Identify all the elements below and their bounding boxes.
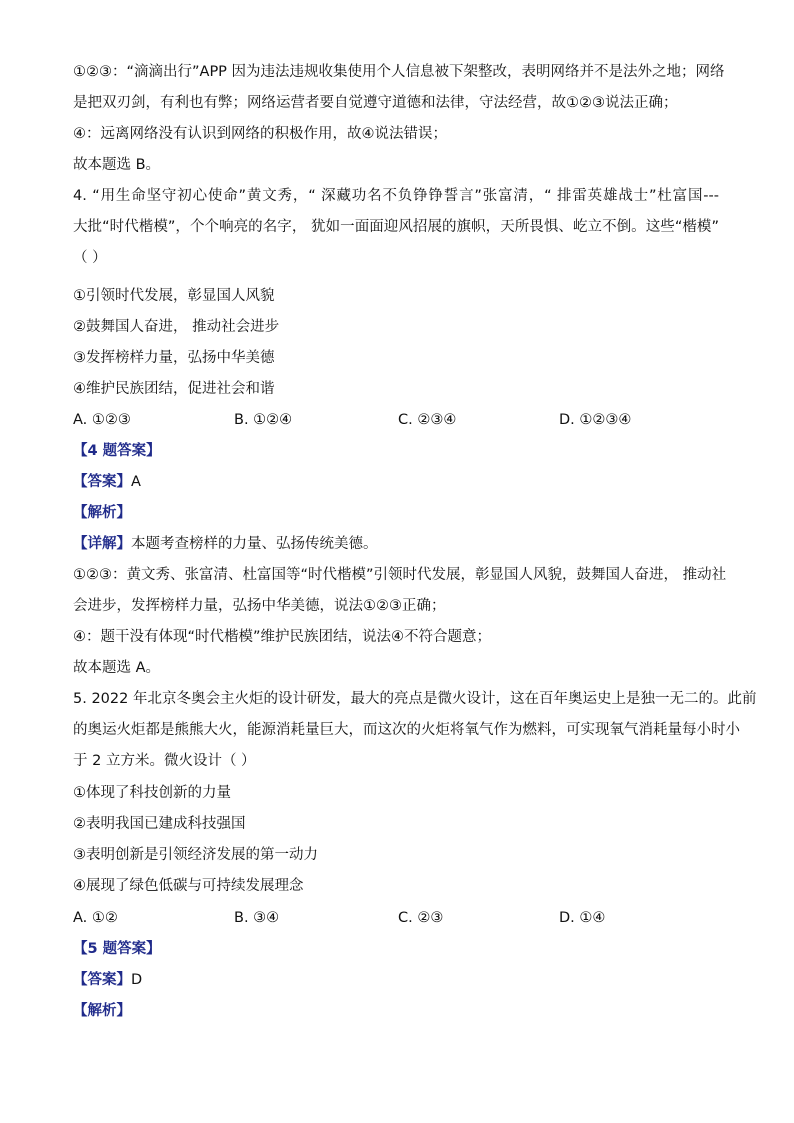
question-4-stem: 大批“时代楷模”，个个响亮的名字， 犹如一面面迎风招展的旗帜，天所畏惧、屹立不倒。这些“楷模” <box>73 219 719 235</box>
answer-section-header: 【4 题答案】 <box>73 443 161 459</box>
question-5-statement: ③表明创新是引领经济发展的第一动力 <box>73 847 318 863</box>
question-4-statement: ④维护民族团结，促进社会和谐 <box>73 381 275 397</box>
question-4-statement: ③发挥榜样力量，弘扬中华美德 <box>73 350 275 366</box>
detail-tag: 【详解】 <box>73 536 131 552</box>
detail-text: 本题考查榜样的力量、弘扬传统美德。 <box>131 536 378 552</box>
explanation-line: 会进步，发挥榜样力量，弘扬中华美德，说法①②③正确； <box>73 598 446 614</box>
answer-line <box>73 970 142 990</box>
question-5-option-c: C. ②③ <box>398 910 444 926</box>
explanation-line: ④：题干没有体现“时代楷模”维护民族团结，说法④不符合题意； <box>73 629 492 645</box>
analysis-tag: 【解析】 <box>73 1003 131 1019</box>
question-4-option-b: B. ①②④ <box>234 412 293 428</box>
analysis-tag: 【解析】 <box>73 505 131 521</box>
question-4-option-c: C. ②③④ <box>398 412 457 428</box>
question-5-option-b: B. ③④ <box>234 910 280 926</box>
conclusion-line: 故本题选 A。 <box>73 660 161 676</box>
question-5-option-d: D. ①④ <box>559 910 606 926</box>
explanation-line: 是把双刃剑，有利也有弊；网络运营者要自觉遵守道德和法律，守法经营，故①②③说法正确； <box>73 95 678 111</box>
detail-line <box>73 534 378 554</box>
question-4-statement: ①引领时代发展，彰显国人风貌 <box>73 288 275 304</box>
question-4-stem: 4. “用生命坚守初心使命”黄文秀，“ 深藏功名不负铮铮誓言”张富清，“ 排雷英雄战士”杜富国--- <box>73 188 719 204</box>
explanation-line: ④：远离网络没有认识到网络的积极作用，故④说法错误； <box>73 126 447 142</box>
explanation-line: ①②③：“滴滴出行”APP 因为违法违规收集使用个人信息被下架整改，表明网络并不是法外之地；网络 <box>73 64 725 80</box>
question-4-option-a: A. ①②③ <box>73 412 131 428</box>
conclusion-line: 故本题选 B。 <box>73 157 161 173</box>
answer-tag: 【答案】 <box>73 972 131 988</box>
answer-tag: 【答案】 <box>73 474 131 490</box>
question-5-statement: ②表明我国已建成科技强国 <box>73 816 246 832</box>
question-4-blank: （ ） <box>73 250 107 266</box>
question-4-statement: ②鼓舞国人奋进， 推动社会进步 <box>73 319 280 335</box>
answer-value: D <box>131 972 143 988</box>
question-4-option-d: D. ①②③④ <box>559 412 632 428</box>
question-5-statement: ①体现了科技创新的力量 <box>73 785 231 801</box>
answer-line <box>73 472 141 492</box>
answer-section-header: 【5 题答案】 <box>73 941 161 957</box>
question-5-stem: 于 2 立方米。微火设计（ ） <box>73 753 256 769</box>
answer-value: A <box>131 474 141 490</box>
question-5-statement: ④展现了绿色低碳与可持续发展理念 <box>73 878 304 894</box>
question-5-option-a: A. ①② <box>73 910 118 926</box>
explanation-line: ①②③：黄文秀、张富清、杜富国等“时代楷模”引领时代发展，彰显国人风貌，鼓舞国人奋进， 推动社 <box>73 567 727 583</box>
question-5-stem: 5. 2022 年北京冬奥会主火炬的设计研发，最大的亮点是微火设计，这在百年奥运史上是独一无二的。此前 <box>73 691 757 707</box>
question-5-stem: 的奥运火炬都是熊熊大火，能源消耗量巨大，而这次的火炬将氧气作为燃料，可实现氧气消耗量每小时小 <box>73 722 740 738</box>
